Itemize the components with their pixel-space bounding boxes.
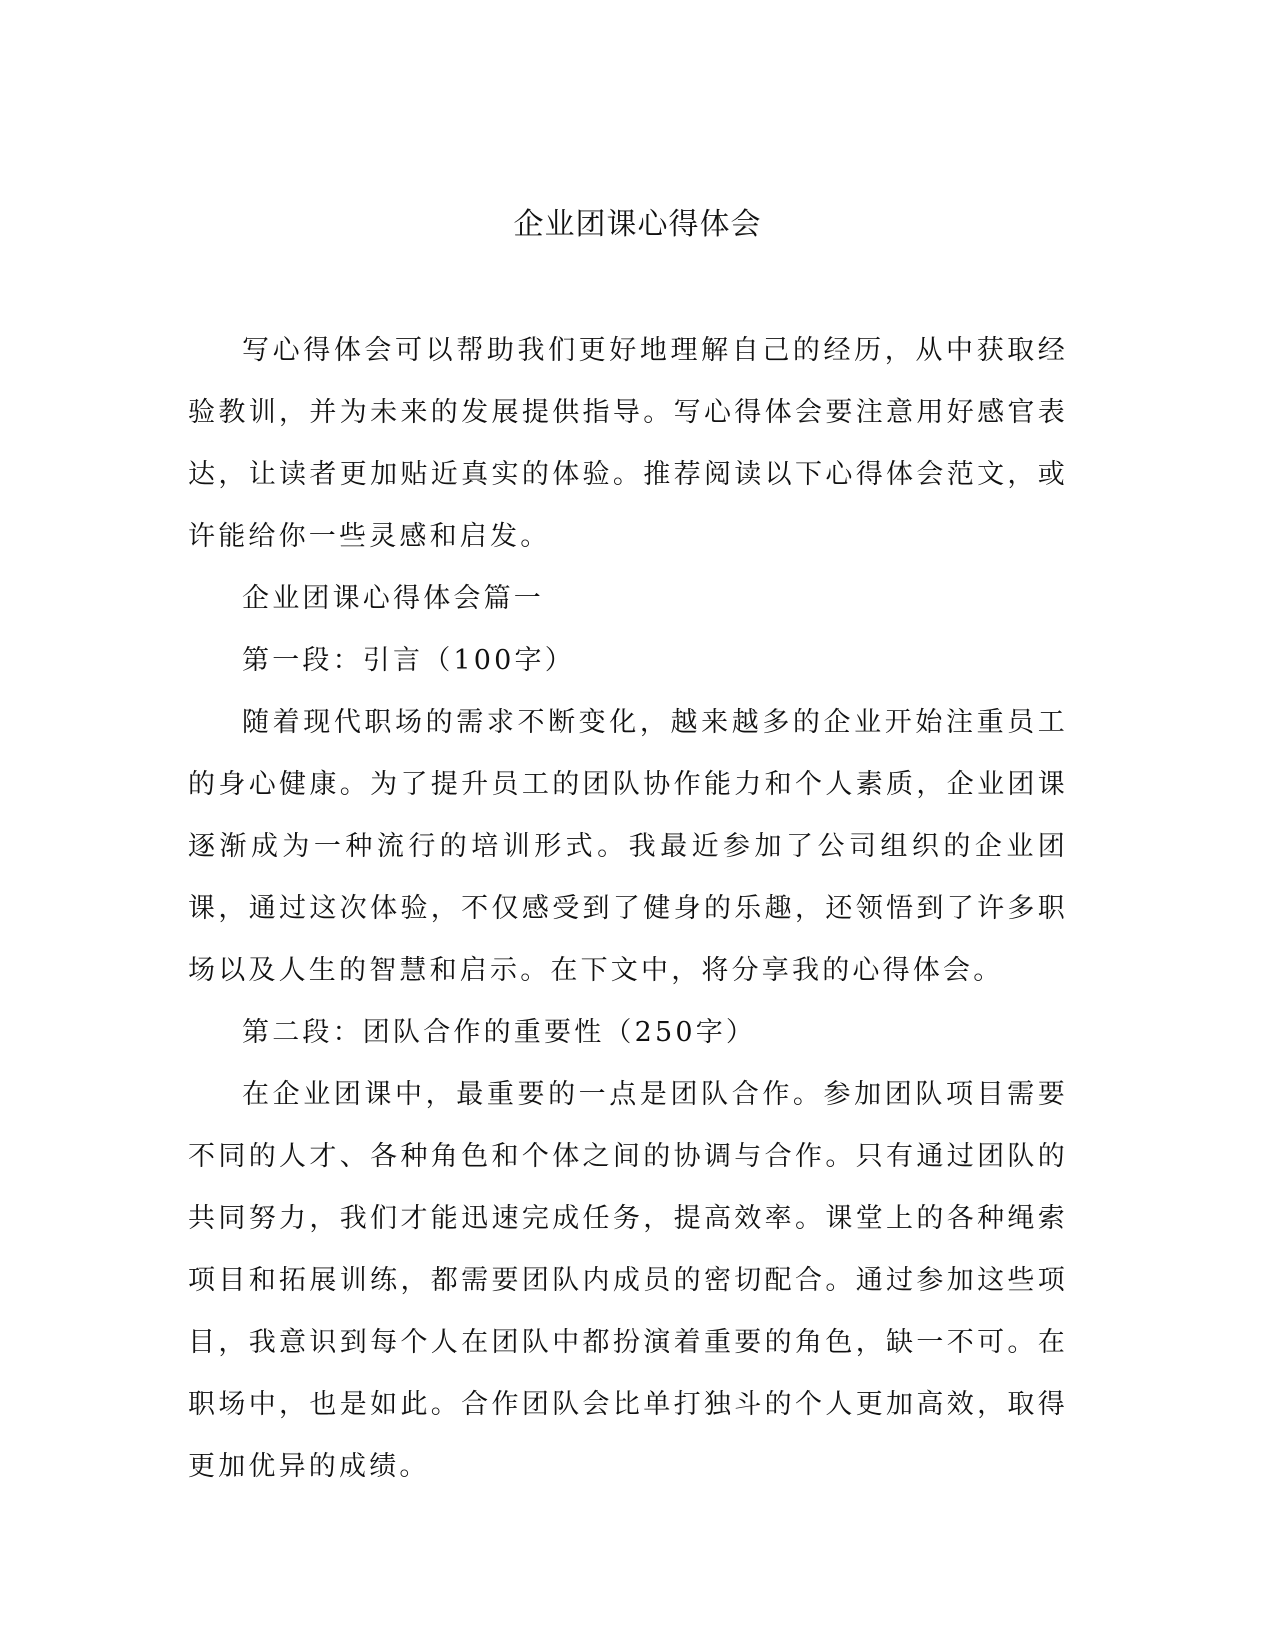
document-title: 企业团课心得体会 — [513, 207, 762, 242]
body-paragraph: 随着现代职场的需求不断变化，越来越多的企业开始注重员工的身心健康。为了提升员工的团队协作能力和个人素质，企业团课逐渐成为一种流行的培训形式。我最近参加了公司组织的企业团课，通过这次体验，不仅感受到了健身的乐趣，还领悟到了许多职场以及人生的智慧和启示。在下文中，将分享我的心得体会。 — [188, 707, 1068, 986]
subheading-intro: 第一段：引言（100字） — [242, 645, 575, 676]
body-paragraph: 在企业团课中，最重要的一点是团队合作。参加团队项目需要不同的人才、各种角色和个体之间的协调与合作。只有通过团队的共同努力，我们才能迅速完成任务，提高效率。课堂上的各种绳索项目和拓展训练，都需要团队内成员的密切配合。通过参加这些项目，我意识到每个人在团队中都扮演着重要的角色，缺一不可。在职场中，也是如此。合作团队会比单打独斗的个人更加高效，取得更加优异的成绩。 — [188, 1079, 1068, 1482]
section-heading: 企业团课心得体会篇一 — [242, 583, 544, 614]
intro-paragraph: 写心得体会可以帮助我们更好地理解自己的经历，从中获取经验教训，并为未来的发展提供指导。写心得体会要注意用好感官表达，让读者更加贴近真实的体验。推荐阅读以下心得体会范文，或许能给你一些灵感和启发。 — [188, 335, 1068, 552]
subheading-teamwork: 第二段：团队合作的重要性（250字） — [242, 1017, 757, 1048]
document-body — [188, 320, 1068, 1498]
